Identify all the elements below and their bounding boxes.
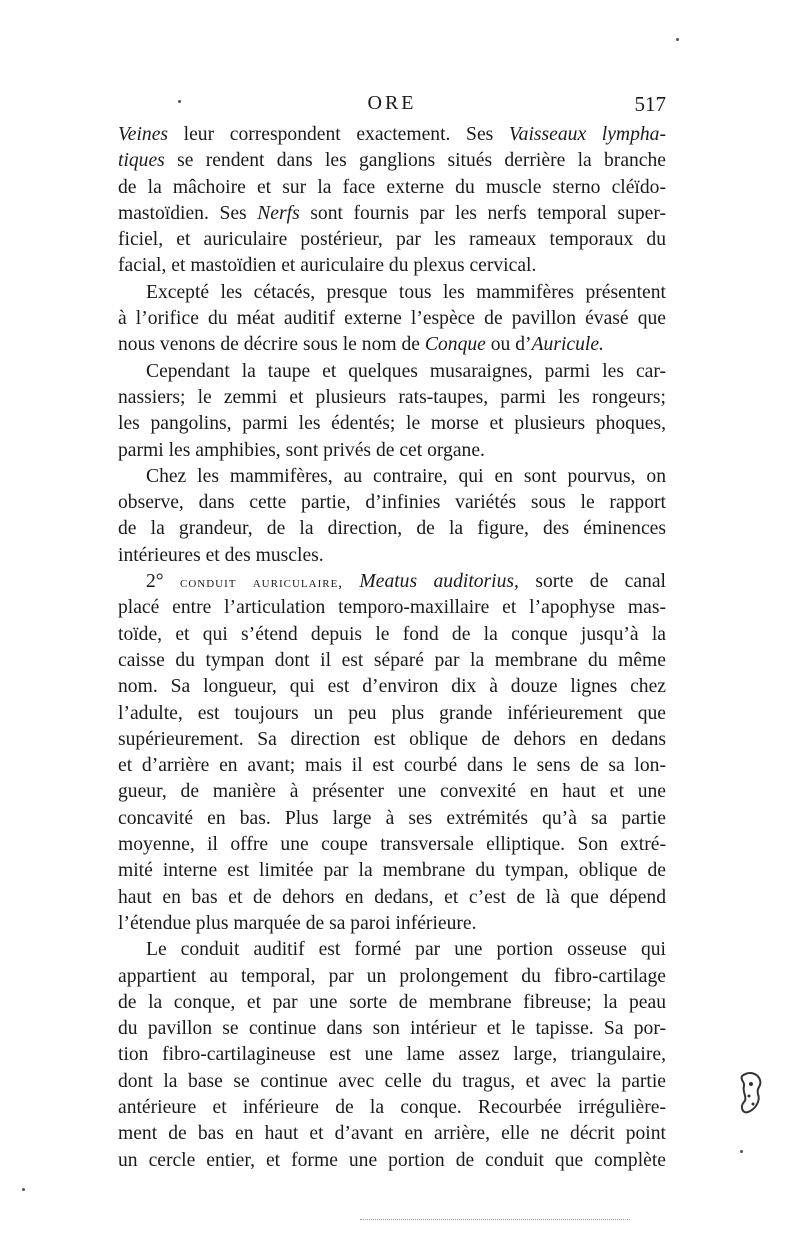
text-run: de la mâchoire et sur la face externe du muscle sterno cléïdo- [118,176,666,198]
text-run: sont fournis par les nerfs temporal super- [299,202,666,224]
text-run: Le conduit auditif est formé par une portion osseuse qui [146,939,666,961]
text-run: gueur, de manière à présenter une convexité en haut et une [118,781,666,803]
text-run: se rendent dans les ganglions situés derrière la branche [164,150,666,172]
italic-term: Auricule. [531,334,604,356]
italic-term: tiques [118,150,165,172]
text-line [118,911,666,937]
text-run: les pangolins, parmi les édentés; le morse et plusieurs phoques, [118,413,666,435]
bottom-rule [360,1219,630,1220]
text-line [118,490,666,516]
text-run: ou d’ [485,334,532,356]
text-run: antérieure et inférieure de la conque. Recourbée irrégulière- [118,1096,666,1118]
small-caps-heading: conduit auriculaire, [180,575,344,592]
stray-mark [676,38,679,41]
text-line [118,464,666,490]
italic-term: Veines [118,124,169,145]
text-run: à l’orifice du méat auditif externe l’espèce de pavillon évasé que [118,308,666,330]
text-run: et d’arrière en avant; mais il est courbé dans le sens de sa lon- [118,755,666,777]
text-line [118,595,666,621]
page-header [118,92,666,122]
text-line [118,543,666,569]
text-run: sorte de canal [518,571,666,593]
text-line [118,779,666,805]
text-line [118,227,666,253]
text-run: nom. Sa longueur, qui est d’environ dix à douze lignes chez [118,676,666,698]
text-run: Chez les mammifères, au contraire, qui en sont pourvus, on [146,465,666,487]
text-run: nassiers; le zemmi et plusieurs rats-taupes, parmi les rongeurs; [118,386,666,408]
stray-mark [740,1150,743,1153]
text-run: de la grandeur, de la direction, de la figure, des éminences [118,518,666,540]
text-run: mastoïdien. Ses [118,202,258,224]
text-line [118,1042,666,1068]
text-run: moyenne, il offre une coupe transversale elliptique. Son extré- [118,834,666,856]
text-run: nous venons de décrire sous le nom de [118,334,425,356]
text-line [118,1121,666,1147]
text-run: 2° [146,571,181,593]
text-line [118,280,666,306]
text-run: dont la base se continue avec celle du tragus, et avec la partie [118,1070,666,1092]
text-run: facial, et mastoïdien et auriculaire du plexus cervical. [118,255,537,277]
stray-mark [178,100,181,103]
text-line [118,332,666,358]
text-line [118,648,666,674]
text-run: observe, dans cette partie, d’infinies variétés sous le rapport [118,492,666,514]
text-line [118,385,666,411]
text-run: Cependant la taupe et quelques musaraignes, parmi les car- [146,360,666,382]
text-run: mité interne est limitée par la membrane du tympan, oblique de [118,860,666,882]
text-run: supérieurement. Sa direction est oblique de dehors en dedans [118,728,666,750]
text-line [118,990,666,1016]
text-run: de la conque, et par une sorte de membrane fibreuse; la peau [118,991,666,1013]
text-line [118,858,666,884]
italic-term: Conque [424,334,486,356]
text-line [118,1016,666,1042]
text-run: l’étendue plus marquée de sa paroi inférieure. [118,912,477,934]
italic-term: Nerfs [257,202,300,224]
text-run: leur correspondent exactement. Ses [168,124,509,145]
text-run: un cercle entier, et forme une portion de conduit que complète [118,1149,666,1171]
text-line [118,1095,666,1121]
text-line [118,411,666,437]
text-line [118,306,666,332]
text-run: concavité en bas. Plus large à ses extrémités qu’à sa partie [118,807,666,829]
text-line [118,964,666,990]
text-line [118,806,666,832]
text-line [118,175,666,201]
text-line [118,148,666,174]
text-run: Excepté les cétacés, presque tous les mammifères présentent [146,281,666,303]
text-line [118,832,666,858]
text-run: tion fibro-cartilagineuse est une lame assez large, triangulaire, [118,1044,666,1066]
text-run: appartient au temporal, par un prolongement du fibro-cartilage [118,965,666,987]
text-line [118,753,666,779]
text-line [118,253,666,279]
text-run: l’adulte, est toujours un peu plus grande inférieurement que [118,702,666,724]
body-text [118,122,666,1174]
text-run: haut en bas et de dehors en dedans, et c’est de là que dépend [118,886,666,908]
text-line [118,727,666,753]
text-run: caisse du tympan dont il est séparé par la membrane du même [118,649,666,671]
text-run: toïde, et qui s’étend depuis le fond de la conque jusqu’à la [118,623,666,645]
italic-term: Meatus auditorius, [343,571,519,593]
text-line [118,1069,666,1095]
library-stamp-icon [736,1070,766,1120]
text-run: placé entre l’articulation temporo-maxillaire et l’apophyse mas- [118,597,666,619]
running-head: ORE [367,92,417,114]
text-line [118,674,666,700]
text-line [118,569,666,595]
text-line [118,937,666,963]
stray-mark [22,1188,25,1191]
text-line [118,201,666,227]
text-run: parmi les amphibies, sont privés de cet organe. [118,439,485,461]
text-line [118,359,666,385]
italic-term: Vaisseaux lympha- [508,124,666,145]
text-line [118,622,666,648]
text-run: intérieures et des muscles. [118,544,324,566]
text-run: ment de bas en haut et d’avant en arrière, elle ne décrit point [118,1123,666,1145]
text-line [118,516,666,542]
text-run: du pavillon se continue dans son intérieur et le tapisse. Sa por- [118,1018,666,1040]
text-line [118,122,666,148]
text-run: ficiel, et auriculaire postérieur, par les rameaux temporaux du [118,229,666,251]
text-line [118,701,666,727]
text-line [118,885,666,911]
text-line [118,438,666,464]
page-number: 517 [634,92,666,116]
text-line [118,1148,666,1174]
